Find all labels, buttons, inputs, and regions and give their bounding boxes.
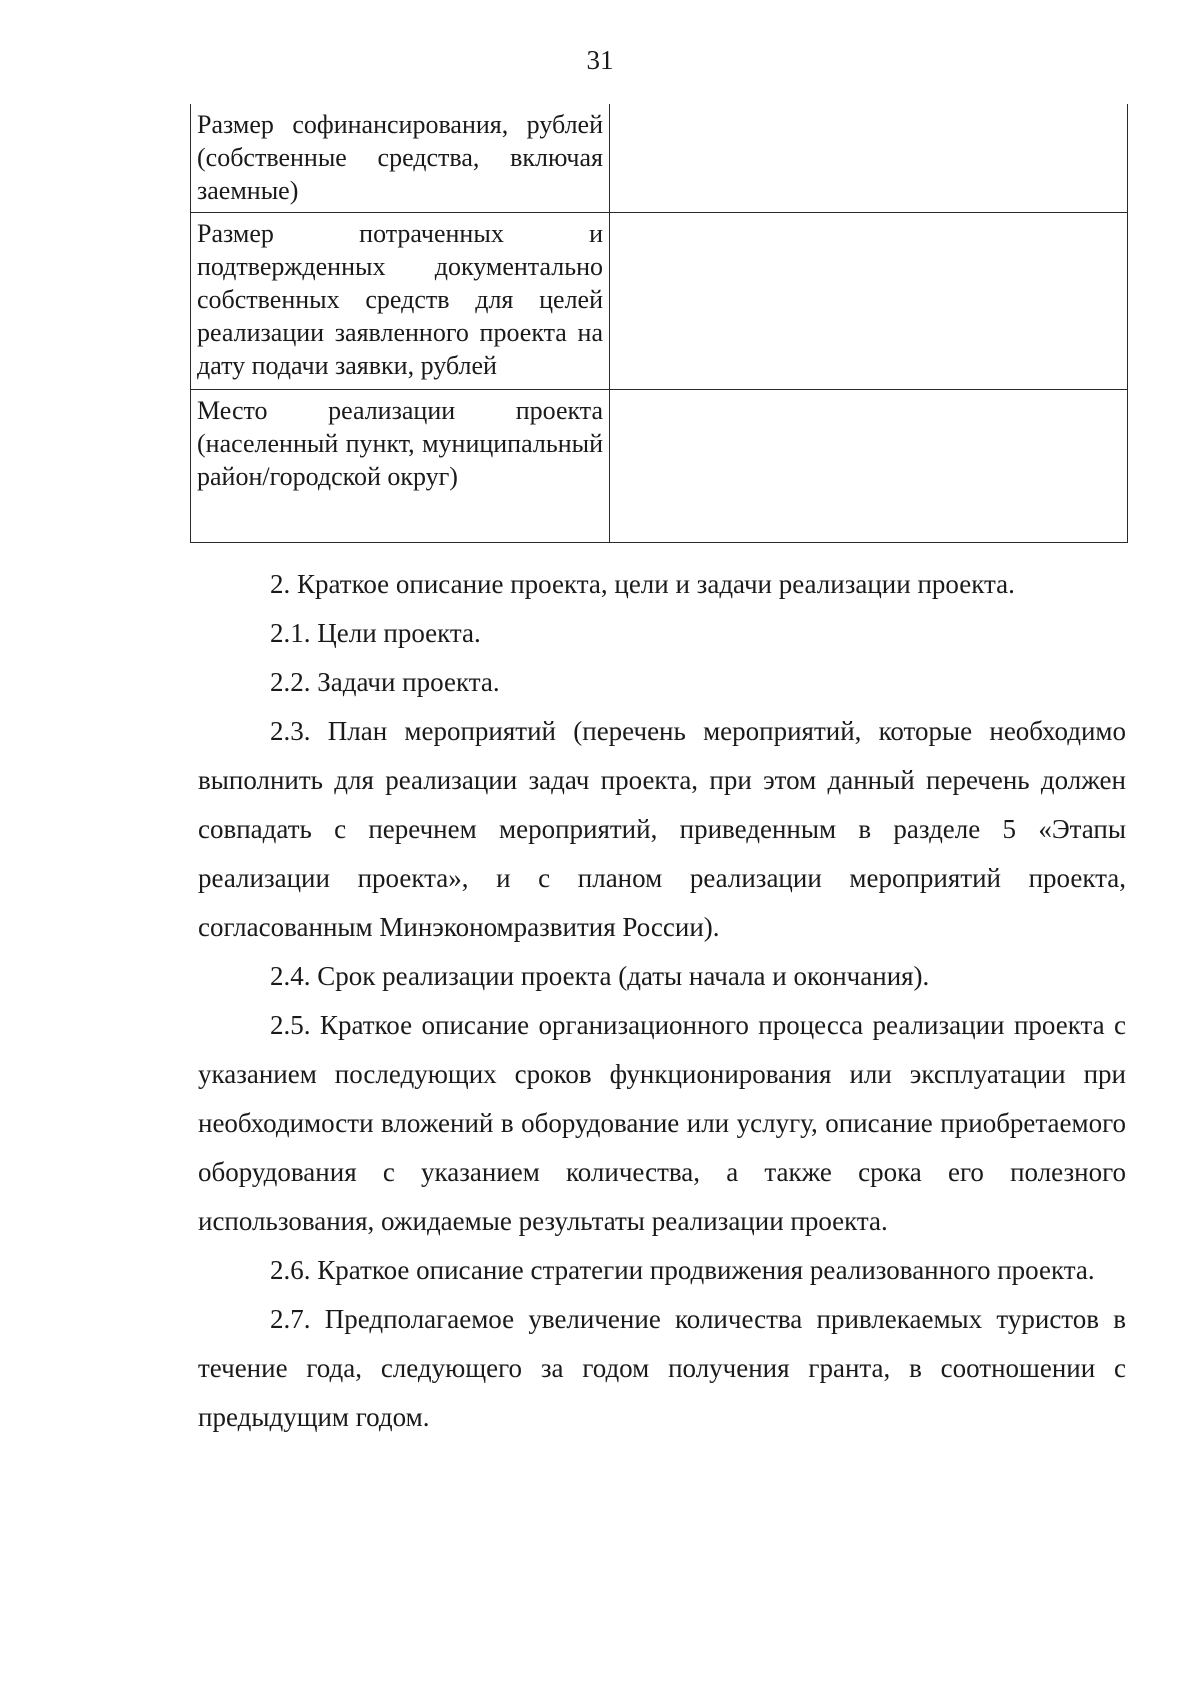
table-row (191, 104, 1128, 213)
section-2-2: 2.2. Задачи проекта. (270, 667, 500, 697)
section-2-6: 2.6. Краткое описание стратегии продвижения реализованного проекта. (270, 1255, 1095, 1285)
row-value-location (610, 390, 1128, 543)
table-row (191, 390, 1128, 543)
section-2-3: 2.3. План мероприятий (перечень мероприятий, которые необходимо выполнить для реализации задач проекта, при этом данный перечень должен совпадать с перечнем мероприятий, приведенным в разделе 5 «Этапы реализации проекта», и с планом реализации мероприятий проекта, согласованным Минэкономразвития России). (198, 716, 1126, 942)
section-2-5: 2.5. Краткое описание организационного процесса реализации проекта с указанием последующих сроков функционирования или эксплуатации при необходимости вложений в оборудование или услугу, описание приобретаемого оборудования с указанием количества, а также срока его полезного использования, ожидаемые результаты реализации проекта. (198, 1010, 1126, 1236)
row-label-location: Место реализации проекта (населенный пункт, муниципальный район/городской округ) (191, 390, 610, 543)
row-label-cofinancing: Размер софинансирования, рублей (собственные средства, включая заемные) (191, 104, 610, 213)
section-2-heading: 2. Краткое описание проекта, цели и задачи реализации проекта. (270, 569, 1015, 599)
project-info-table (190, 104, 1128, 543)
page-number: 31 (586, 45, 614, 75)
row-value-cofinancing (610, 104, 1128, 213)
section-2-7: 2.7. Предполагаемое увеличение количества привлекаемых туристов в течение года, следующего за годом получения гранта, в соотношении с предыдущим годом. (198, 1304, 1126, 1432)
table-row (191, 213, 1128, 390)
row-label-spent-funds: Размер потраченных и подтвержденных документально собственных средств для целей реализации заявленного проекта на дату подачи заявки, рублей (191, 213, 610, 390)
section-2-1: 2.1. Цели проекта. (270, 618, 481, 648)
document-body (198, 560, 1126, 1442)
section-2-4: 2.4. Срок реализации проекта (даты начала и окончания). (270, 961, 930, 991)
row-value-spent-funds (610, 213, 1128, 390)
